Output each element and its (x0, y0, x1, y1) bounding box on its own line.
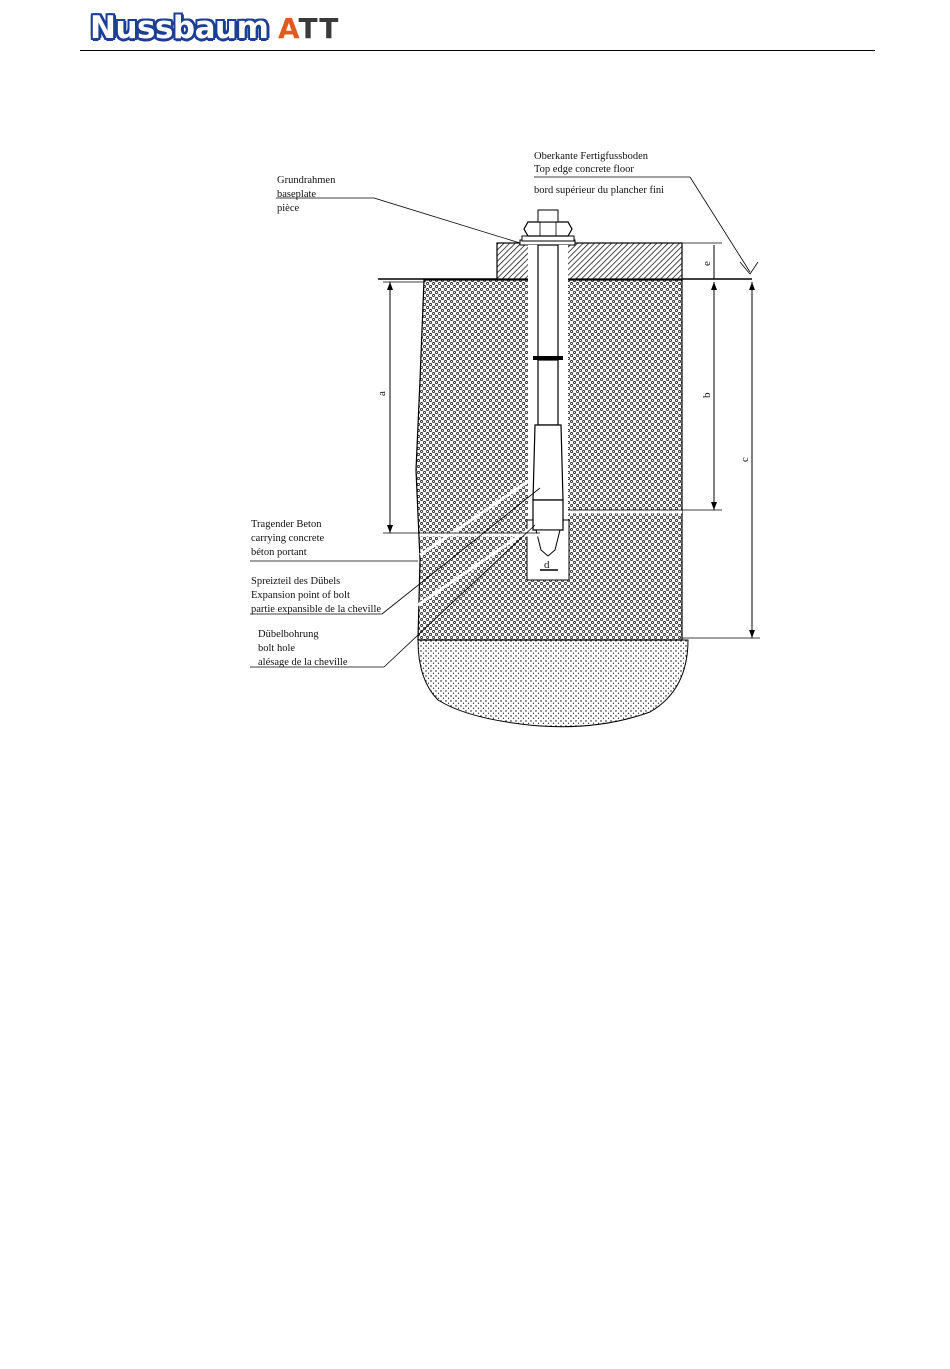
svg-text:Grundrahmen: Grundrahmen (277, 175, 336, 186)
top-edge-label (534, 151, 664, 196)
dim-c-label: c (739, 457, 751, 462)
svg-text:Expansion point of bolt: Expansion point of bolt (251, 590, 350, 601)
svg-text:bord supérieur du plancher fin: bord supérieur du plancher fini (534, 185, 665, 196)
svg-text:Oberkante Fertigfussboden: Oberkante Fertigfussboden (534, 151, 649, 162)
bolt-thread-end (538, 210, 558, 222)
att-logo-rest: TT (298, 12, 340, 45)
svg-text:Spreizteil des Dübels: Spreizteil des Dübels (251, 576, 341, 587)
dim-e-label: e (701, 261, 713, 266)
svg-text:béton portant: béton portant (251, 547, 307, 558)
svg-text:bolt hole: bolt hole (258, 643, 296, 654)
bolt-hole-label (258, 629, 348, 668)
svg-text:partie expansible de la chevil: partie expansible de la cheville (251, 604, 382, 615)
baseplate-label (277, 175, 336, 214)
floor-screed (497, 243, 682, 279)
svg-text:baseplate: baseplate (277, 189, 317, 200)
top-edge-leader (690, 177, 750, 272)
att-logo-accent: A (278, 12, 299, 45)
svg-text:Top edge concrete floor: Top edge concrete floor (534, 164, 634, 175)
svg-text:Dübelbohrung: Dübelbohrung (258, 629, 319, 640)
bolt-shaft (538, 245, 558, 360)
baseplate-leader (374, 198, 520, 243)
svg-text:carrying concrete: carrying concrete (251, 533, 325, 544)
expansion-sleeve (533, 425, 563, 500)
soil-layer (418, 640, 688, 727)
nussbaum-logo: Nussbaum (90, 10, 269, 46)
svg-text:Tragender Beton: Tragender Beton (251, 519, 322, 530)
svg-text:alésage de la cheville: alésage de la cheville (258, 657, 348, 668)
svg-text:pièce: pièce (277, 203, 300, 214)
dim-b-label: b (701, 392, 713, 398)
dim-d-label: d (544, 559, 550, 571)
expansion-point-label (251, 576, 381, 615)
nut (524, 222, 572, 236)
carrying-concrete-label (251, 519, 325, 558)
dim-a-label: a (376, 391, 388, 396)
washer (522, 236, 574, 241)
